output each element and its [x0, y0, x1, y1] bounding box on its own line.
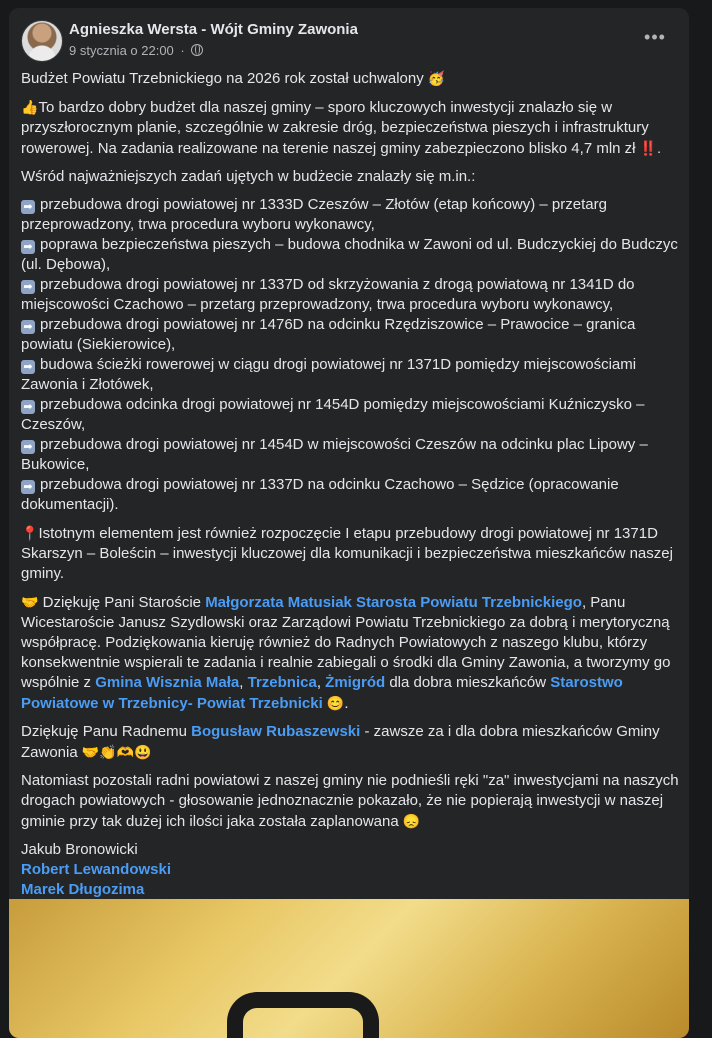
list-intro: Wśród najważniejszych zadań ujętych w budżecie znalazły się m.in.: [21, 168, 476, 185]
signature-block [21, 840, 681, 900]
tag-radny-link[interactable]: Bogusław Rubaszewski [191, 723, 361, 740]
party-face-icon: 🥳 [427, 70, 446, 86]
post-header [21, 20, 677, 64]
list-item-text: przebudowa drogi powiatowej nr 1337D na odcinku Czachowo – Sędzice (opracowanie dokumentacji). [21, 476, 619, 513]
author-avatar[interactable] [21, 20, 63, 62]
more-options-button[interactable]: ••• [644, 27, 666, 47]
tag-trzebnica-link[interactable]: Trzebnica [247, 674, 317, 691]
signature-name: Jakub Bronowicki [21, 841, 138, 858]
arrow-right-icon: ➡ [21, 440, 35, 454]
comma: , [239, 674, 248, 691]
list-item [21, 395, 681, 435]
list-item-text: przebudowa drogi powiatowej nr 1337D od skrzyżowania z drogą powiatową nr 1341D do miejscowości Czachowo – przetarg przeprowadzony, trwa procedura wyboru wykonawcy, [21, 276, 635, 313]
post-intro [21, 68, 681, 89]
list-item [21, 435, 681, 475]
post-card [9, 8, 689, 1038]
task-list [21, 195, 681, 515]
arrow-right-icon: ➡ [21, 240, 35, 254]
tag-starostwo-link[interactable]: Starostwo Powiatowe w Trzebnicy- Powiat Trzebnicki [21, 674, 623, 712]
arrow-right-icon: ➡ [21, 480, 35, 494]
list-item [21, 315, 681, 355]
tag-zmigrod-link[interactable]: Żmigród [325, 674, 386, 691]
paragraph-2-text: Istotnym elementem jest również rozpoczęcie I etapu przebudowy drogi powiatowej nr 1371D Skarszyn – Boleścin – inwestycji kluczowej dla komunikacji i bezpieczeństwa mieszkańców naszej gminy. [21, 525, 673, 582]
post-meta [69, 43, 203, 58]
paragraph-5-text: Natomiast pozostali radni powiatowi z naszej gminy nie podnieśli ręki "za" inwestycjami na naszych drogach powiatowych - głosowanie jednoznacznie pokazało, że nie popierają inwestycji w naszej gminie przy tak dużej ich ilości jaka została zaplanowana [21, 772, 679, 830]
paragraph-3 [21, 592, 681, 714]
arrow-right-icon: ➡ [21, 400, 35, 414]
pin-icon: 📍 [21, 525, 39, 541]
arrow-right-icon: ➡ [21, 200, 35, 214]
thumbs-up-icon: 👍 [21, 99, 39, 115]
list-item [21, 275, 681, 315]
tag-dlugozima-link[interactable]: Marek Długozima [21, 881, 145, 898]
post-timestamp[interactable]: 9 stycznia o 22:00 [69, 43, 174, 58]
paragraph-1-text: To bardzo dobry budżet dla naszej gminy – sporo kluczowych inwestycji znalazło się w przyszłorocznym planie, szczególnie w zakresie dróg, bezpieczeństwa pieszych i infrastruktury rowerowej. Na zadania realizowane na terenie naszej gminy zabezpieczono blisko 4,7 mln zł [21, 99, 649, 157]
list-item-text: przebudowa drogi powiatowej nr 1454D w miejscowości Czeszów na odcinku plac Lipowy – Bukowice, [21, 436, 648, 473]
list-item-text: przebudowa drogi powiatowej nr 1476D na odcinku Rzędziszowice – Prawocice – granica powiatu (Siekierowice), [21, 316, 636, 353]
paragraph-4 [21, 722, 681, 763]
list-item-text: poprawa bezpieczeństwa pieszych – budowa chodnika w Zawoni od ul. Budczyckiej do Budczyc (ul. Dębowa), [21, 236, 678, 273]
list-item [21, 475, 681, 515]
period: . [344, 695, 349, 712]
paragraph-3-text: dla dobra mieszkańców [385, 674, 551, 691]
comma: , [316, 674, 326, 691]
paragraph-4-text: - zawsze za i dla dobra mieszkańców Gminy Zawonia [21, 723, 660, 761]
arrow-right-icon: ➡ [21, 280, 35, 294]
double-exclamation-icon: ‼️. [639, 140, 661, 156]
paragraph-3-text: , Panu Wicestaroście Janusz Szydlowski oraz Zarządowi Powiatu Trzebnickiego za dobrą i merytoryczną współpracę. Podziękowania kieruję również do Radnych Powiatowych z naszego klubu, którzy konsekwentnie wspierali te zadania i realnie zabiegali o środki dla Gminy Zawonia, a tworzymy go wspólnie z [21, 594, 671, 691]
paragraph-5 [21, 771, 681, 832]
smiling-face-icon: 😊 [326, 695, 345, 711]
author-name[interactable]: Agnieszka Wersta - Wójt Gminy Zawonia [69, 21, 358, 38]
globe-icon [191, 44, 203, 56]
logo-letter-shape [227, 992, 379, 1038]
paragraph-1 [21, 97, 681, 159]
disappointed-face-icon: 😞 [402, 813, 421, 829]
arrow-right-icon: ➡ [21, 360, 35, 374]
intro-text: Budżet Powiatu Trzebnickiego na 2026 rok został uchwalony [21, 70, 424, 87]
tag-lewandowski-link[interactable]: Robert Lewandowski [21, 861, 172, 878]
list-item [21, 355, 681, 395]
list-item-text: przebudowa odcinka drogi powiatowej nr 1454D pomiędzy miejscowościami Kuźniczysko – Czeszów, [21, 396, 645, 433]
reaction-emojis-icon: 🤝👏🫶😃 [81, 744, 152, 760]
post-body [21, 68, 681, 908]
paragraph-3-text: Dziękuję Pani Staroście [38, 594, 206, 611]
arrow-right-icon: ➡ [21, 320, 35, 334]
meta-separator: · [180, 43, 185, 58]
list-item [21, 195, 681, 235]
paragraph-2 [21, 523, 681, 584]
list-item-text: przebudowa drogi powiatowej nr 1333D Czeszów – Złotów (etap końcowy) – przetarg przeprowadzony, trwa procedura wyboru wykonawcy, [21, 196, 607, 233]
tag-starosta-link[interactable]: Małgorzata Matusiak Starosta Powiatu Trzebnickiego [205, 594, 582, 611]
post-image[interactable] [9, 899, 689, 1038]
tag-wisznia-link[interactable]: Gmina Wisznia Mała [95, 674, 240, 691]
list-item [21, 235, 681, 275]
list-item-text: budowa ścieżki rowerowej w ciągu drogi powiatowej nr 1371D pomiędzy miejscowościami Zawonia i Złotówek, [21, 356, 637, 393]
handshake-icon: 🤝 [21, 594, 39, 610]
paragraph-4-text: Dziękuję Panu Radnemu [21, 723, 192, 740]
